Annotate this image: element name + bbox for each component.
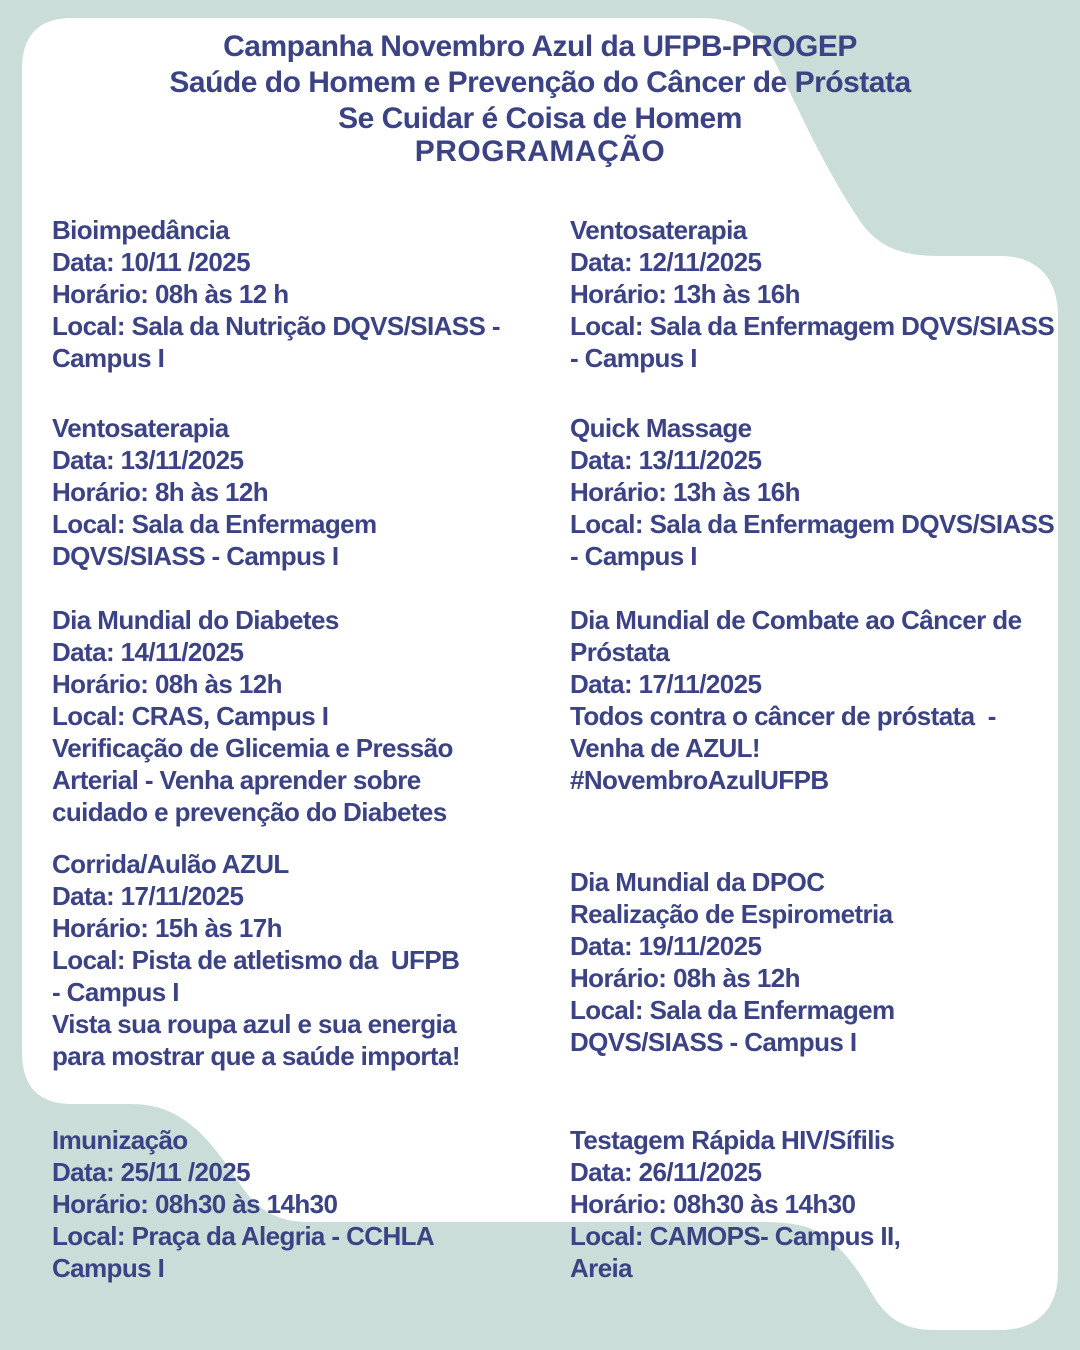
event-line: Horário: 08h às 12 h	[52, 279, 289, 309]
event-line: Vista sua roupa azul e sua energia	[52, 1009, 456, 1039]
event-line: Local: Sala da Enfermagem	[52, 509, 377, 539]
event-line: Horário: 13h às 16h	[570, 279, 800, 309]
event-line: Data: 10/11 /2025	[52, 247, 250, 277]
event-line: Areia	[570, 1253, 633, 1283]
event-line: Ventosaterapia	[52, 413, 229, 443]
event-line: Local: Pista de atletismo da UFPB	[52, 945, 460, 975]
event-line: Arterial - Venha aprender sobre	[52, 765, 421, 795]
event-line: Horário: 08h30 às 14h30	[52, 1189, 338, 1219]
event-line: Verificação de Glicemia e Pressão	[52, 733, 453, 763]
event-line: Local: CAMOPS- Campus II,	[570, 1221, 901, 1251]
event-line: Dia Mundial da DPOC	[570, 867, 825, 897]
event-line: Data: 19/11/2025	[570, 931, 762, 961]
event-block-bioimpedancia	[52, 214, 500, 374]
event-line: Local: CRAS, Campus I	[52, 701, 329, 731]
event-line: Realização de Espirometria	[570, 899, 893, 929]
event-line: Horário: 13h às 16h	[570, 477, 800, 507]
event-block-dia-mundial-da-dpoc	[570, 866, 895, 1058]
event-line: Horário: 08h às 12h	[52, 669, 282, 699]
event-block-corrida-aulao-azul	[52, 848, 460, 1072]
event-line: Imunização	[52, 1125, 188, 1155]
event-line: Campus I	[52, 1253, 165, 1283]
campaign-title-line-1: Campanha Novembro Azul da UFPB-PROGEP	[223, 30, 857, 63]
event-line: Campus I	[52, 343, 165, 373]
event-line: Testagem Rápida HIV/Sífilis	[570, 1125, 895, 1155]
event-block-dia-mundial-do-diabetes	[52, 604, 453, 828]
event-line: Local: Praça da Alegria - CCHLA	[52, 1221, 435, 1251]
event-line: Horário: 08h às 12h	[570, 963, 800, 993]
event-line: Quick Massage	[570, 413, 752, 443]
event-block-ventosaterapia-12-11	[570, 214, 1054, 374]
event-line: Dia Mundial do Diabetes	[52, 605, 339, 635]
event-line: DQVS/SIASS - Campus I	[52, 541, 339, 571]
event-line: - Campus I	[52, 977, 179, 1007]
campaign-title-line-2: Saúde do Homem e Prevenção do Câncer de Próstata	[169, 66, 911, 99]
event-line: Data: 13/11/2025	[52, 445, 244, 475]
event-line: Todos contra o câncer de próstata -	[570, 701, 996, 731]
event-line: Data: 12/11/2025	[570, 247, 762, 277]
event-line: Corrida/Aulão AZUL	[52, 849, 289, 879]
event-line: Data: 13/11/2025	[570, 445, 762, 475]
event-block-quick-massage	[570, 412, 1054, 572]
event-line: Local: Sala da Nutrição DQVS/SIASS -	[52, 311, 500, 341]
event-line: Dia Mundial de Combate ao Câncer de	[570, 605, 1022, 635]
event-line: Horário: 08h30 às 14h30	[570, 1189, 856, 1219]
event-line: Próstata	[570, 637, 670, 667]
event-block-testagem-rapida-hiv-sifilis	[570, 1124, 900, 1284]
event-line: Venha de AZUL!	[570, 733, 760, 763]
event-line: Ventosaterapia	[570, 215, 747, 245]
event-line: Data: 17/11/2025	[570, 669, 762, 699]
event-block-imunizacao	[52, 1124, 434, 1284]
event-line: Local: Sala da Enfermagem DQVS/SIASS	[570, 509, 1055, 539]
event-line: Data: 25/11 /2025	[52, 1157, 250, 1187]
event-line: Data: 17/11/2025	[52, 881, 244, 911]
event-line: Local: Sala da Enfermagem	[570, 995, 895, 1025]
event-line: Local: Sala da Enfermagem DQVS/SIASS	[570, 311, 1055, 341]
event-line: Horário: 15h às 17h	[52, 913, 282, 943]
campaign-title	[0, 29, 1080, 137]
event-line: para mostrar que a saúde importa!	[52, 1041, 460, 1071]
event-line: Data: 14/11/2025	[52, 637, 244, 667]
event-line: Horário: 8h às 12h	[52, 477, 269, 507]
event-line: cuidado e prevenção do Diabetes	[52, 797, 447, 827]
event-line: DQVS/SIASS - Campus I	[570, 1027, 857, 1057]
event-line: #NovembroAzulUFPB	[570, 765, 829, 795]
event-line: Bioimpedância	[52, 215, 230, 245]
event-line: - Campus I	[570, 343, 697, 373]
program-heading: PROGRAMAÇÃO	[414, 135, 666, 168]
event-block-dia-mundial-combate-cancer-prostata	[570, 604, 1021, 796]
event-block-ventosaterapia-13-11	[52, 412, 377, 572]
event-line: Data: 26/11/2025	[570, 1157, 762, 1187]
campaign-title-line-3: Se Cuidar é Coisa de Homem	[338, 102, 742, 135]
event-line: - Campus I	[570, 541, 697, 571]
